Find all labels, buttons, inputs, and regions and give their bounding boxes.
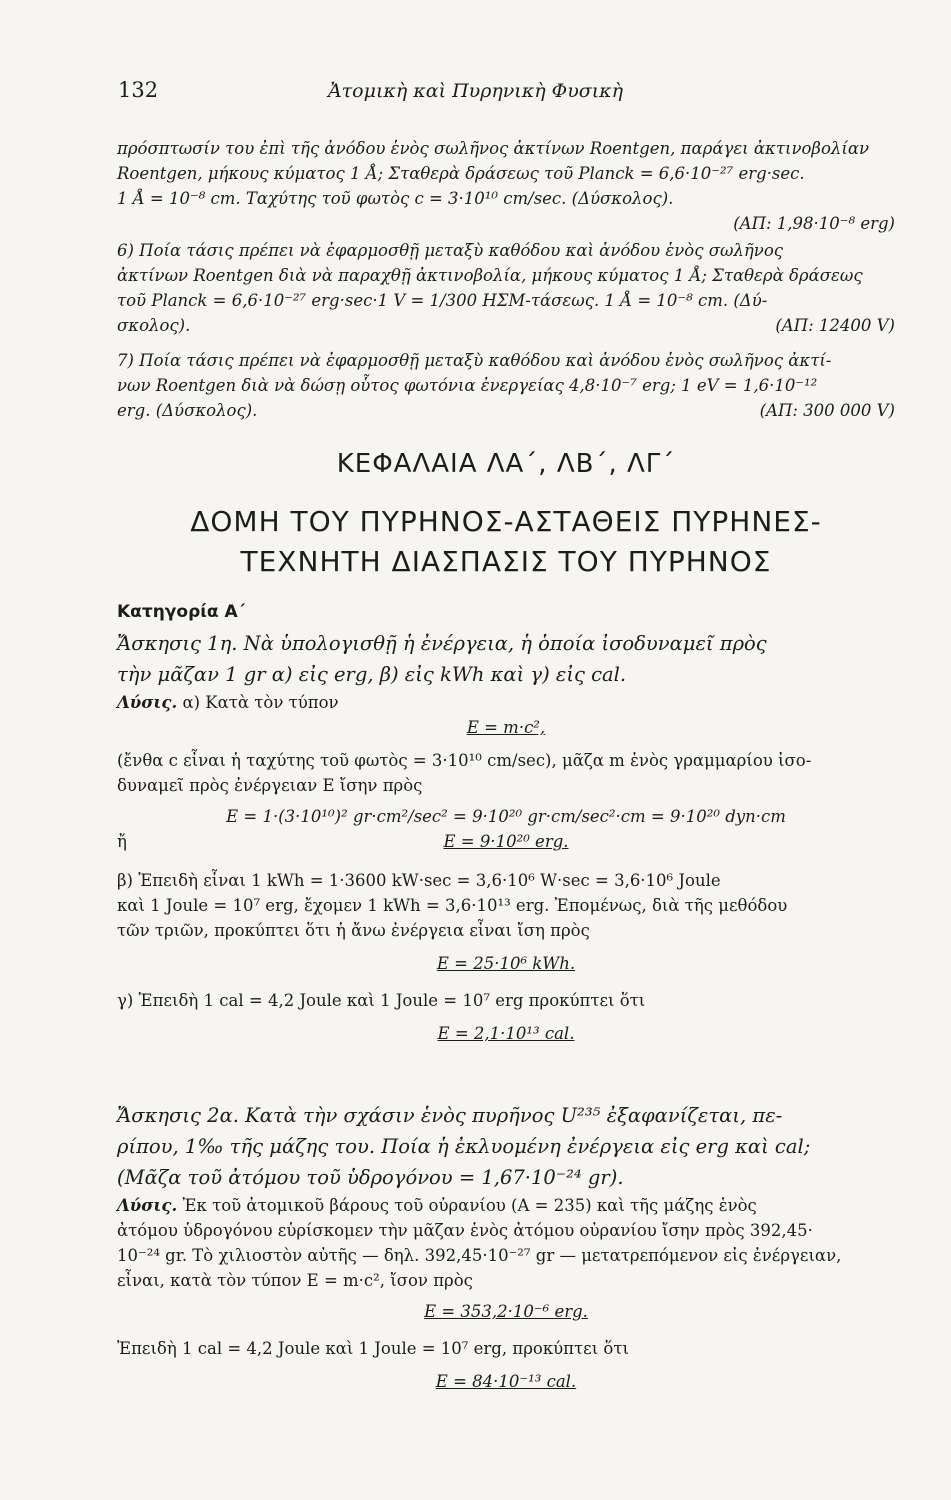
solution-text: Ἐκ τοῦ ἀτομικοῦ βάρους τοῦ οὐρανίου (A = 235) καὶ τῆς μάζης ἑνὸς [182, 1196, 757, 1215]
equation [117, 715, 895, 740]
page-number: 132 [118, 78, 159, 102]
equation: E = 1·(3·10¹⁰)² gr·cm²/sec² = 9·10²⁰ gr·cm/sec²·cm = 9·10²⁰ dyn·cm [226, 807, 786, 826]
spacer [117, 943, 895, 951]
equation-row [117, 829, 895, 854]
spacer [117, 740, 895, 748]
equation-text: E = 9·10²⁰ erg. [443, 832, 569, 851]
spacer [117, 1361, 895, 1369]
spacer [117, 1013, 895, 1021]
solution-label: Λύσις. [117, 693, 178, 712]
text-line: 10⁻²⁴ gr. Τὸ χιλιοστὸν αὐτῆς — δηλ. 392,45·10⁻²⁷ gr — μετατρεπόμενον εἰς ἐνέργειαν, [117, 1246, 842, 1265]
equation-text: E = m·c², [466, 718, 546, 737]
equation [117, 951, 895, 976]
text-line: erg. (Δύσκολος). [117, 401, 258, 420]
text-line: τοῦ Planck = 6,6·10⁻²⁷ erg·sec·1 V = 1/300 ΗΣΜ-τάσεως. 1 Å = 10⁻⁸ cm. (Δύ- [117, 291, 768, 310]
text-line: ἀκτίνων Roentgen διὰ νὰ παραχθῇ ἀκτινοβολία, μήκους κύματος 1 Å; Σταθερὰ δράσεως [117, 266, 863, 285]
or-word: ἤ [117, 832, 127, 851]
equation-text: E = 2,1·10¹³ cal. [437, 1024, 575, 1043]
solution-text: α) Κατὰ τὸν τύπον [182, 693, 339, 712]
equation [117, 1299, 895, 1324]
text-line: σκολος). [117, 316, 191, 335]
answer: (ΑΠ: 1,98·10⁻⁸ erg) [733, 214, 895, 233]
category-heading: Κατηγορία Α΄ [117, 602, 246, 622]
exercise-title: Ἄσκησις 2α. Κατὰ τὴν σχάσιν ἑνὸς πυρῆνος U²³⁵ ἐξαφανίζεται, πε- [117, 1104, 783, 1127]
chapter-label: ΚΕΦΑΛΑΙΑ ΛΑ΄, ΛΒ΄, ΛΓ΄ [336, 449, 676, 479]
text-line: τῶν τριῶν, προκύπτει ὅτι ἡ ἄνω ἐνέργεια εἶναι ἴση πρὸς [117, 921, 590, 940]
exercise-6 [117, 238, 895, 338]
text-line: καὶ 1 Joule = 10⁷ erg, ἔχομεν 1 kWh = 3,6·10¹³ erg. Ἐπομένως, διὰ τῆς μεθόδου [117, 896, 788, 915]
equation [117, 1369, 895, 1394]
exercise-title: ρίπου, 1‰ τῆς μάζης του. Ποία ἡ ἐκλυομένη ἐνέργεια εἰς erg καὶ cal; [117, 1135, 811, 1158]
text-line: νων Roentgen διὰ νὰ δώσῃ οὗτος φωτόνια ἐνεργείας 4,8·10⁻⁷ erg; 1 eV = 1,6·10⁻¹² [117, 376, 818, 395]
exercise-title: Ἄσκησις 1η. Νὰ ὑπολογισθῇ ἡ ἐνέργεια, ἡ ὁποία ἰσοδυναμεῖ πρὸς [117, 632, 767, 655]
running-title: Ἀτομικὴ καὶ Πυρηνικὴ Φυσικὴ [327, 80, 624, 102]
text-line: 7) Ποία τάσις πρέπει νὰ ἐφαρμοσθῇ μεταξὺ καθόδου καὶ ἀνόδου ἑνὸς σωλῆνος ἀκτί- [117, 351, 832, 370]
equation-text: E = 25·10⁶ kWh. [436, 954, 576, 973]
equation [117, 829, 895, 854]
spacer [117, 976, 895, 988]
chapter-title-line2: ΤΕΧΝΗΤΗ ΔΙΑΣΠΑΣΙΣ ΤΟΥ ΠΥΡΗΝΟΣ [240, 545, 772, 578]
text-line: γ) Ἐπειδὴ 1 cal = 4,2 Joule καὶ 1 Joule = 10⁷ erg προκύπτει ὅτι [117, 991, 646, 1010]
exercise-1 [117, 628, 895, 1046]
text-line: πρόσπτωσίν του ἐπὶ τῆς ἀνόδου ἑνὸς σωλῆνος ἀκτίνων Roentgen, παράγει ἀκτινοβολίαν [117, 139, 869, 158]
text-line: 1 Å = 10⁻⁸ cm. Ταχύτης τοῦ φωτὸς c = 3·10¹⁰ cm/sec. (Δύσκολος). [117, 189, 674, 208]
text-line: δυναμεῖ πρὸς ἐνέργειαν E ἴσην πρὸς [117, 776, 423, 795]
text-line: 6) Ποία τάσις πρέπει νὰ ἐφαρμοσθῇ μεταξὺ καθόδου καὶ ἀνόδου ἑνὸς σωλῆνος [117, 241, 783, 260]
text-line: (ἔνθα c εἶναι ἡ ταχύτης τοῦ φωτὸς = 3·10¹⁰ cm/sec), μᾶζα m ἑνὸς γραμμαρίου ἰσο- [117, 751, 812, 770]
solution-line [117, 690, 895, 715]
exercise-title: (Μᾶζα τοῦ ἀτόμου τοῦ ὑδρογόνου = 1,67·10⁻²⁴ gr). [117, 1166, 624, 1189]
solution-label: Λύσις. [117, 1196, 178, 1215]
equation [117, 1021, 895, 1046]
text-line: β) Ἐπειδὴ εἶναι 1 kWh = 1·3600 kW·sec = 3,6·10⁶ W·sec = 3,6·10⁶ Joule [117, 871, 721, 890]
solution-line [117, 1193, 895, 1218]
text-line: εἶναι, κατὰ τὸν τύπον E = m·c², ἴσον πρὸς [117, 1271, 473, 1290]
text-line: Roentgen, μήκους κύματος 1 Å; Σταθερὰ δράσεως τοῦ Planck = 6,6·10⁻²⁷ erg·sec. [117, 164, 805, 183]
text-line: ἀτόμου ὑδρογόνου εὑρίσκομεν τὴν μᾶζαν ἑνὸς ἀτόμου οὐρανίου ἴσην πρὸς 392,45· [117, 1221, 813, 1240]
exercise-7 [117, 348, 895, 423]
equation-text: E = 353,2·10⁻⁶ erg. [424, 1302, 588, 1321]
answer: (ΑΠ: 300 000 V) [759, 401, 895, 420]
spacer [117, 1324, 895, 1336]
text-line: Ἐπειδὴ 1 cal = 4,2 Joule καὶ 1 Joule = 10⁷ erg, προκύπτει ὅτι [117, 1339, 629, 1358]
chapter-title-line1: ΔΟΜΗ ΤΟΥ ΠΥΡΗΝΟΣ-ΑΣΤΑΘΕΙΣ ΠΥΡΗΝΕΣ- [190, 505, 822, 538]
page-header [118, 78, 833, 118]
equation-text: E = 84·10⁻¹³ cal. [435, 1372, 577, 1391]
spacer [117, 854, 895, 868]
exercise-2 [117, 1100, 895, 1394]
previous-exercise-tail [117, 136, 895, 236]
answer: (ΑΠ: 12400 V) [775, 316, 895, 335]
exercise-title: τὴν μᾶζαν 1 gr α) εἰς erg, β) εἰς kWh καὶ γ) εἰς cal. [117, 663, 627, 686]
